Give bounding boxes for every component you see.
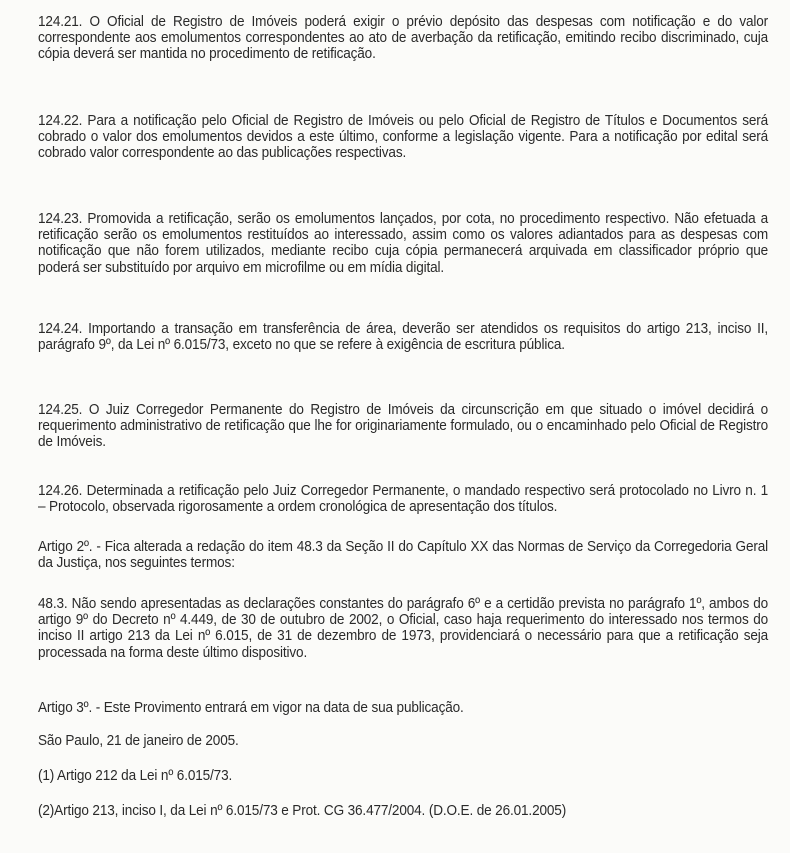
paragraph-124-26: 124.26. Determinada a retificação pelo Juiz Corregedor Permanente, o mandado respectivo será protocolado no Livro n. 1 – Protocolo, observada rigorosamente a ordem cronológica de apresentação dos títulos.: [38, 483, 769, 516]
paragraph-124-22: 124.22. Para a notificação pelo Oficial de Registro de Imóveis ou pelo Oficial de Registro de Títulos e Documentos será cobrado o valor dos emolumentos devidos a este último, conforme a legislação vigente. Para a notificação por edital será cobrado valor correspondente ao das publicações respectivas.: [38, 113, 769, 162]
paragraph-48-3: 48.3. Não sendo apresentadas as declarações constantes do parágrafo 6º e a certidão prevista no parágrafo 1º, ambos do artigo 9º do Decreto nº 4.449, de 30 de outubro de 2002, o Oficial, caso haja requerimento do interessado nos termos do inciso II artigo 213 da Lei nº 6.015, de 31 de dezembro de 1973, providenciará o necessário para que a retificação seja processada na forma deste último dispositivo.: [38, 596, 769, 661]
paragraph-124-23: 124.23. Promovida a retificação, serão os emolumentos lançados, por cota, no procedimento respectivo. Não efetuada a retificação serão os emolumentos restituídos ao interessado, assim como os valores adiantados para as despesas com notificação que não forem utilizados, mediante recibo cuja cópia permanecerá arquivada em classificador próprio que poderá ser substituído por arquivo em microfilme ou em mídia digital.: [38, 211, 769, 276]
paragraph-124-24: 124.24. Importando a transação em transferência de área, deverão ser atendidos os requisitos do artigo 213, inciso II, parágrafo 9º, da Lei nº 6.015/73, exceto no que se refere à exigência de escritura pública.: [38, 321, 769, 354]
footnote-1: (1) Artigo 212 da Lei nº 6.015/73.: [38, 768, 233, 784]
paragraph-124-21: 124.21. O Oficial de Registro de Imóveis poderá exigir o prévio depósito das despesas com notificação e do valor correspondente aos emolumentos correspondentes ao ato de averbação da retificação, emitindo recibo discriminado, cuja cópia deverá ser mantida no procedimento de retificação.: [38, 14, 769, 63]
paragraph-artigo-2: Artigo 2º. - Fica alterada a redação do item 48.3 da Seção II do Capítulo XX das Normas de Serviço da Corregedoria Geral da Justiça, nos seguintes termos:: [38, 539, 769, 572]
date-line: São Paulo, 21 de janeiro de 2005.: [38, 733, 239, 749]
paragraph-artigo-3: Artigo 3º. - Este Provimento entrará em vigor na data de sua publicação.: [38, 700, 464, 716]
footnote-2: (2)Artigo 213, inciso I, da Lei nº 6.015/73 e Prot. CG 36.477/2004. (D.O.E. de 26.01.2005): [38, 803, 567, 819]
paragraph-124-25: 124.25. O Juiz Corregedor Permanente do Registro de Imóveis da circunscrição em que situado o imóvel decidirá o requerimento administrativo de retificação que lhe for originariamente formulado, ou o encaminhado pelo Oficial de Registro de Imóveis.: [38, 402, 769, 451]
